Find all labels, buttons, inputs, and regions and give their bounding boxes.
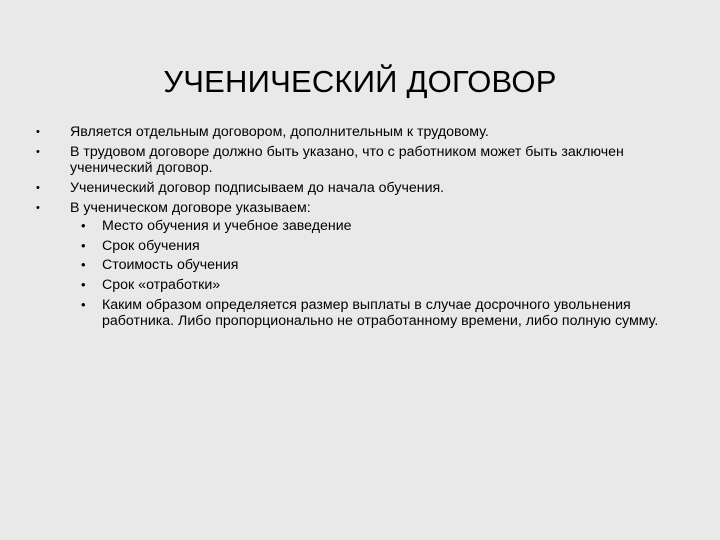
sub-list-item — [70, 257, 676, 273]
list-item — [36, 144, 676, 177]
sub-list-item-text: Стоимость обучения — [102, 257, 239, 274]
bullet-icon: • — [81, 277, 86, 293]
list-item-text: В ученическом договоре указываем: — [70, 199, 311, 216]
slide-title: УЧЕНИЧЕСКИЙ ДОГОВОР — [163, 64, 557, 99]
slide-content — [36, 124, 676, 333]
bullet-icon: • — [36, 126, 40, 138]
sub-list-item-text: Срок обучения — [102, 237, 200, 254]
bullet-icon: • — [81, 237, 86, 253]
bullet-icon: • — [36, 181, 40, 194]
bullet-icon: • — [36, 201, 40, 214]
sub-list-item — [70, 218, 676, 234]
sub-list-item — [70, 238, 676, 254]
sub-bullet-list — [70, 218, 676, 329]
bullet-list — [36, 124, 676, 329]
list-item-text: Ученический договор подписываем до начала обучения. — [70, 179, 445, 196]
bullet-icon: • — [81, 217, 86, 233]
bullet-icon: • — [81, 296, 86, 312]
sub-list-item — [70, 297, 676, 330]
sub-list-item-text: Место обучения и учебное заведение — [102, 217, 352, 234]
list-item — [36, 200, 676, 330]
bullet-icon: • — [81, 257, 86, 273]
list-item — [36, 180, 676, 196]
list-item-text: В трудовом договоре должно быть указано, что с работником может быть заключен ученический договор. — [70, 143, 624, 177]
list-item-text: Является отдельным договором, дополнительным к трудовому. — [70, 124, 489, 140]
sub-list-item-text: Каким образом определяется размер выплаты в случае досрочного увольнения работника. Либо пропорционально не отработанному времени, либо полную сумму. — [102, 296, 659, 330]
list-item — [36, 124, 676, 140]
bullet-icon: • — [36, 145, 40, 158]
sub-list-item-text: Срок «отработки» — [102, 277, 221, 294]
sub-list-item — [70, 277, 676, 293]
